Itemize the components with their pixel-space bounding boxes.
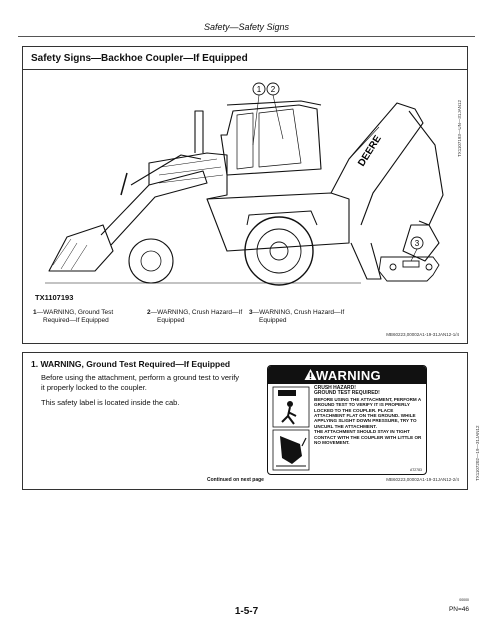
crush-hazard-pictogram-icon — [272, 386, 310, 472]
backhoe-illustration — [31, 75, 459, 287]
page-number: 1-5-7 — [234, 606, 259, 617]
svg-text:3: 3 — [414, 239, 420, 248]
label-code: AT2783 — [410, 468, 422, 472]
section-backhoe-coupler — [22, 46, 468, 344]
warning-heading: WARNING — [316, 368, 381, 383]
warning-header — [268, 366, 426, 384]
legend-item-1: 1—WARNING, Ground Test Required—If Equipped — [33, 309, 114, 324]
continued-note: Continued on next page — [207, 477, 264, 483]
warning-text: CRUSH HAZARD! GROUND TEST REQUIRED! BEFORE USING THE ATTACHMENT, PERFORM A GROUND TEST TO VERIFY IT IS PROPERLY LOCKED TO THE COUPLER. PLACE ATTACHMENT FLAT ON THE GROUND. WHILE APPLYING SLIGHT DOWN PRESSURE, TRY TO UNCURL THE ATTACHMENT. THE ATTACHMENT SHOULD STAY IN TIGHT CONTACT WITH THE COUPLER WITH LITTLE OR NO MOVEMENT. — [314, 385, 422, 446]
paragraph: This safety label is located inside the cab. — [41, 398, 180, 407]
svg-text:2: 2 — [270, 85, 276, 94]
section-ground-test — [22, 352, 480, 490]
section-ref-code: MB60223,00002A1-19-31JAN12-2/4 — [386, 477, 459, 482]
svg-text:1: 1 — [256, 85, 262, 94]
warning-label — [267, 365, 427, 475]
figure-side-label: TX1107193—UN—31JAN12 — [457, 100, 462, 157]
legend-item-2: 2—WARNING, Crush Hazard—If Equipped — [147, 309, 243, 324]
page-header-title: Safety—Safety Signs — [203, 22, 290, 32]
item-title: 1. WARNING, Ground Test Required—If Equipped — [31, 359, 231, 369]
boom-brand-text: DEERE — [356, 133, 384, 169]
figure-id: TX1107193 — [35, 293, 74, 302]
section-title-rule — [23, 69, 467, 70]
section-title: Safety Signs—Backhoe Coupler—If Equipped — [31, 53, 248, 64]
coupler-inset — [379, 257, 439, 281]
item-body — [41, 373, 241, 414]
footer-small-code: 00000 — [459, 598, 469, 602]
section-ref-code: MB60223,00002A1-19-31JAN12-1/4 — [386, 332, 459, 337]
paragraph: Before using the attachment, perform a ground test to verify it properly locked to the coupler. — [41, 373, 240, 392]
header-rule — [18, 36, 475, 37]
pn-number: PN=46 — [448, 606, 469, 613]
label-side-code: TX1107202—19—31JAN12 — [475, 425, 480, 481]
legend-item-3: 3—WARNING, Crush Hazard—If Equipped — [249, 309, 345, 324]
